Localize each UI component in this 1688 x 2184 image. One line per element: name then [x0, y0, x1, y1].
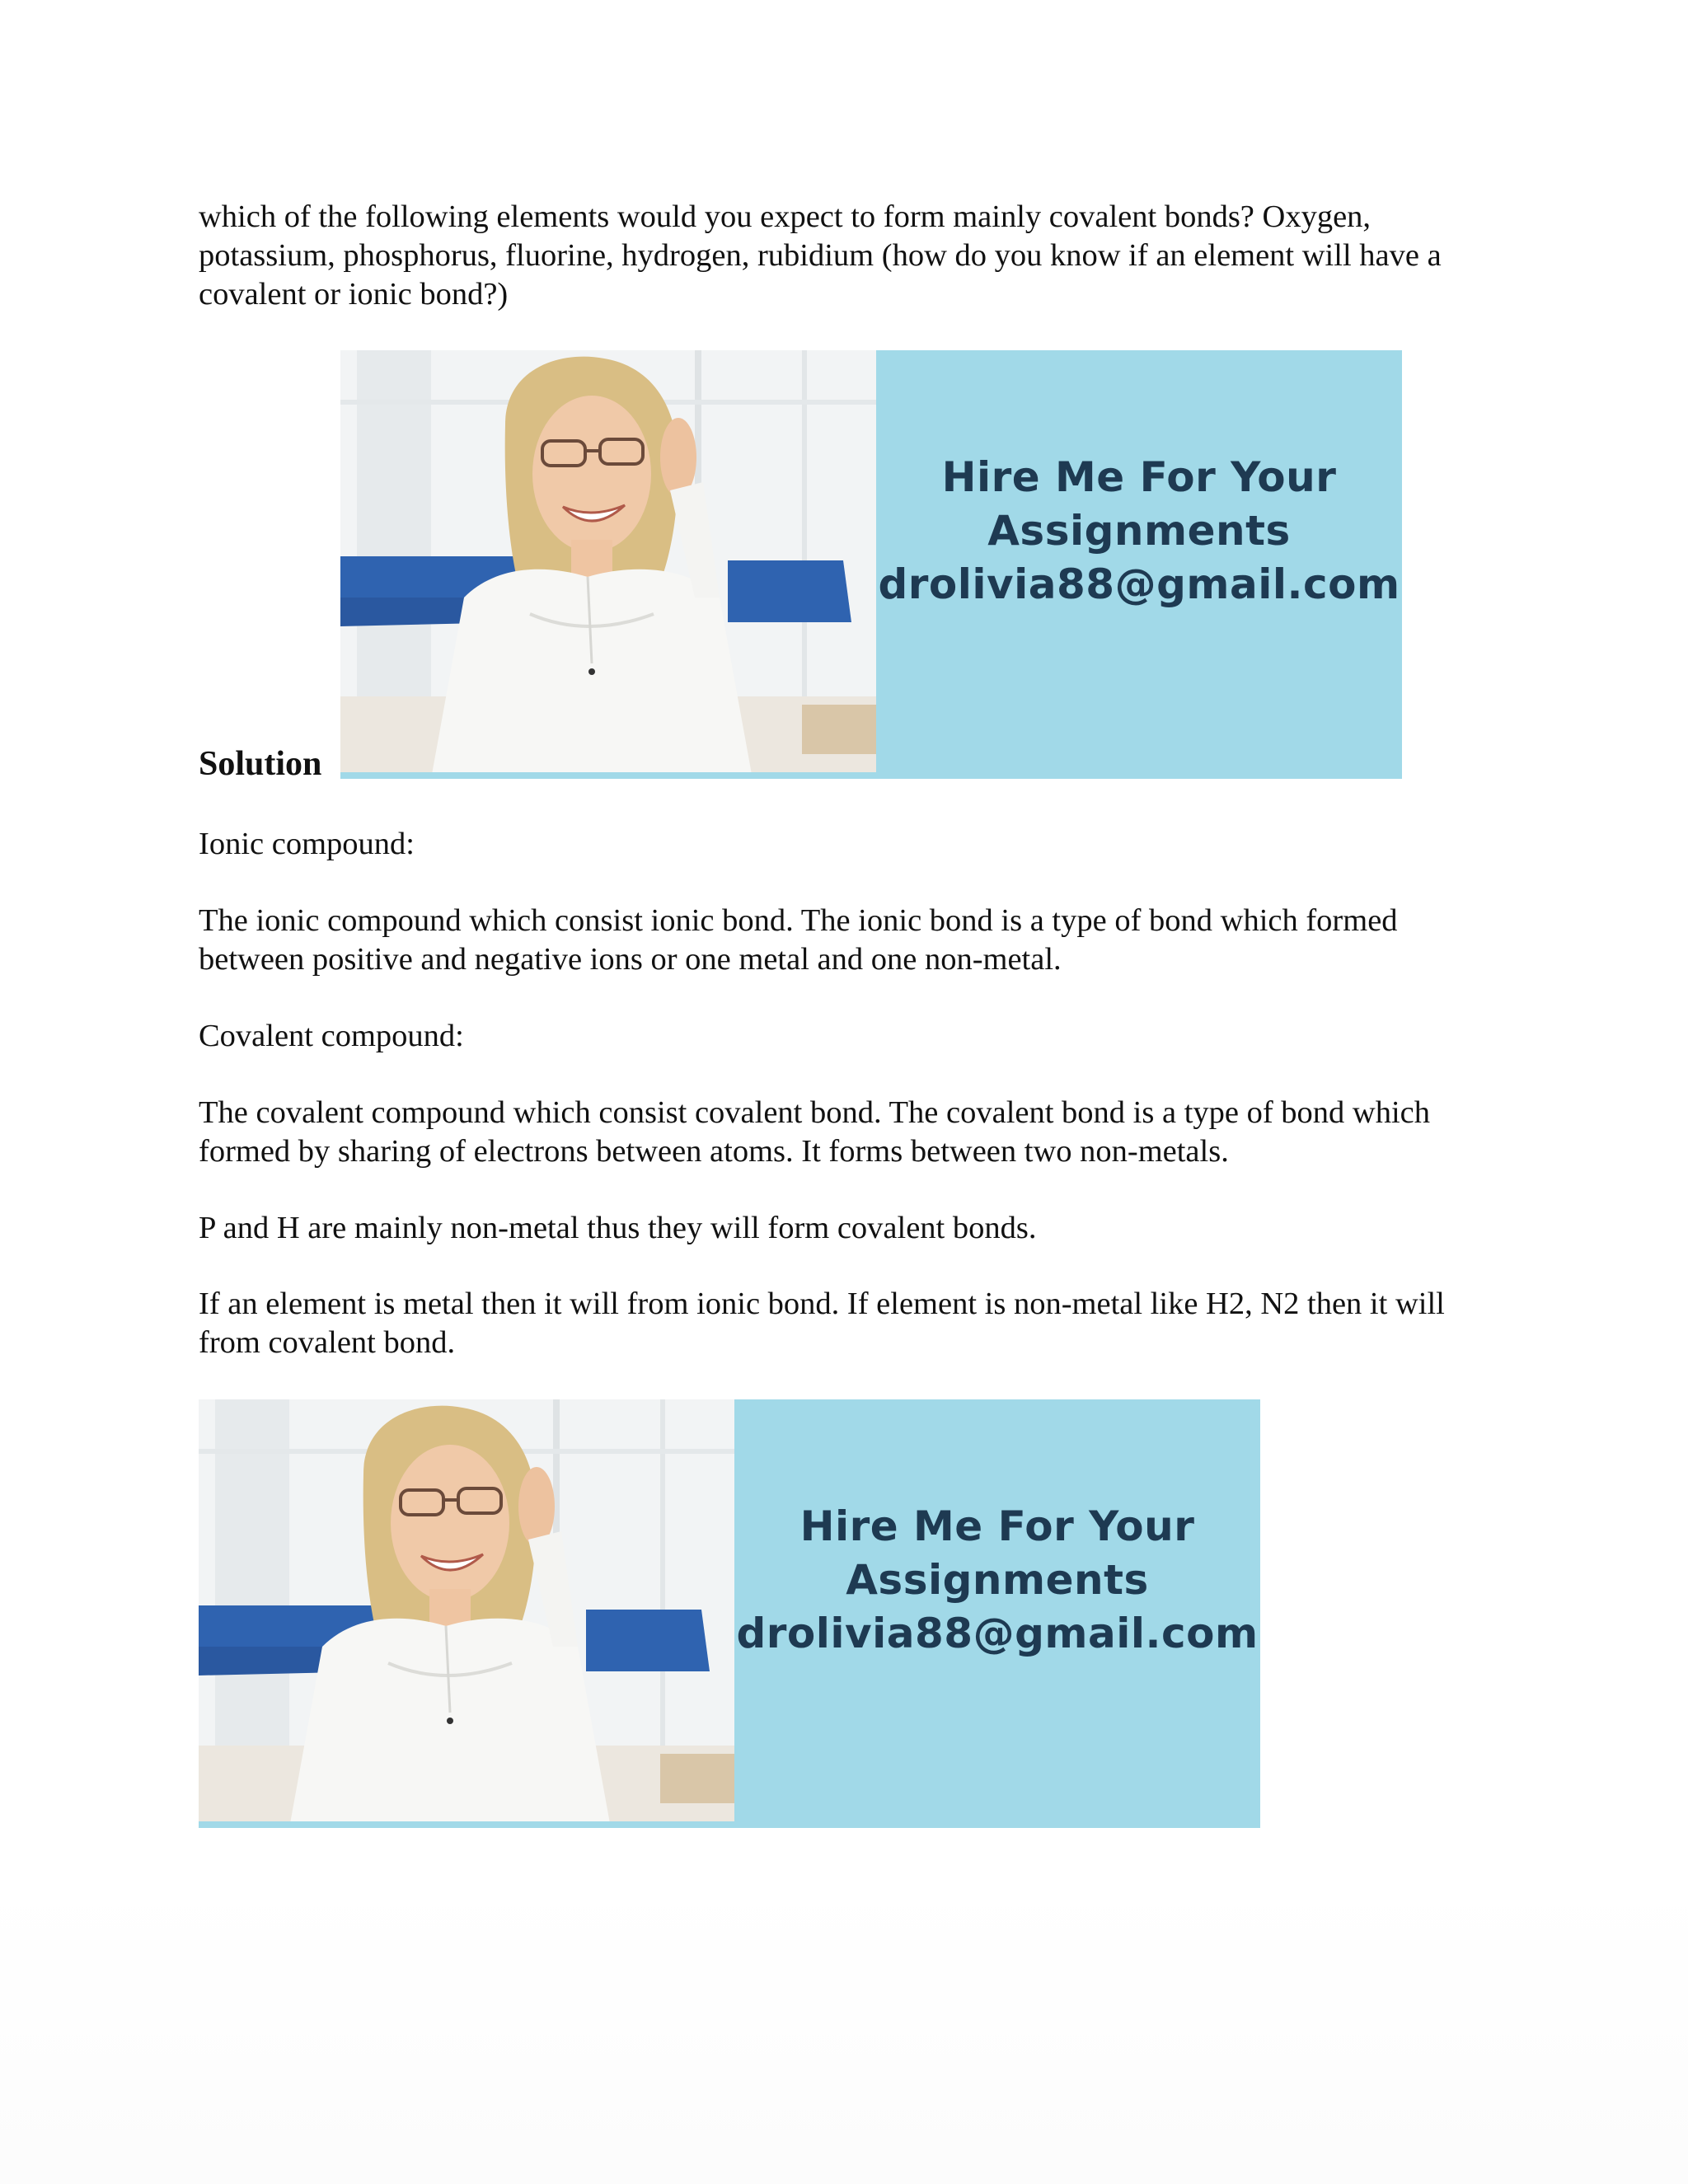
answer-text: P and H are mainly non-metal thus they will form covalent bonds.	[199, 1211, 1037, 1245]
covalent-definition: The covalent compound which consist covalent bond. The covalent bond is a type of bond which formed by sharing of electrons between atoms. It forms between two non-metals.	[199, 1095, 1431, 1169]
ionic-label: Ionic compound:	[199, 827, 415, 861]
ionic-definition: The ionic compound which consist ionic bond. The ionic bond is a type of bond which formed between positive and negative ions or one metal and one non-metal.	[199, 903, 1398, 977]
woman-photo	[340, 350, 876, 779]
banner-line-2: Assignments	[987, 507, 1291, 555]
banner-line-1: Hire Me For Your	[799, 1502, 1195, 1550]
hire-me-banner	[340, 350, 1402, 779]
solution-heading: Solution	[199, 745, 322, 783]
question-text: which of the following elements would you expect to form mainly covalent bonds? Oxygen, potassium, phosphorus, fluorine, hydrogen, rubidium (how do you know if an element will have a covalent or ionic bond?)	[199, 199, 1442, 312]
banner-email: drolivia88@gmail.com	[878, 560, 1400, 608]
banner-bottom-strip	[199, 1821, 734, 1828]
banner-line-2: Assignments	[846, 1556, 1149, 1604]
banner-email: drolivia88@gmail.com	[736, 1610, 1259, 1657]
banner-line-1: Hire Me For Your	[941, 453, 1337, 501]
banner-bottom-strip	[340, 772, 876, 779]
covalent-label: Covalent compound:	[199, 1019, 464, 1053]
woman-photo	[199, 1399, 734, 1828]
banner-text	[734, 1500, 1260, 1661]
hire-me-banner-bottom	[199, 1399, 1260, 1828]
rule-text: If an element is metal then it will from ionic bond. If element is non-metal like H2, N2 then it will from covalent bond.	[199, 1286, 1445, 1360]
banner-text	[876, 451, 1402, 612]
